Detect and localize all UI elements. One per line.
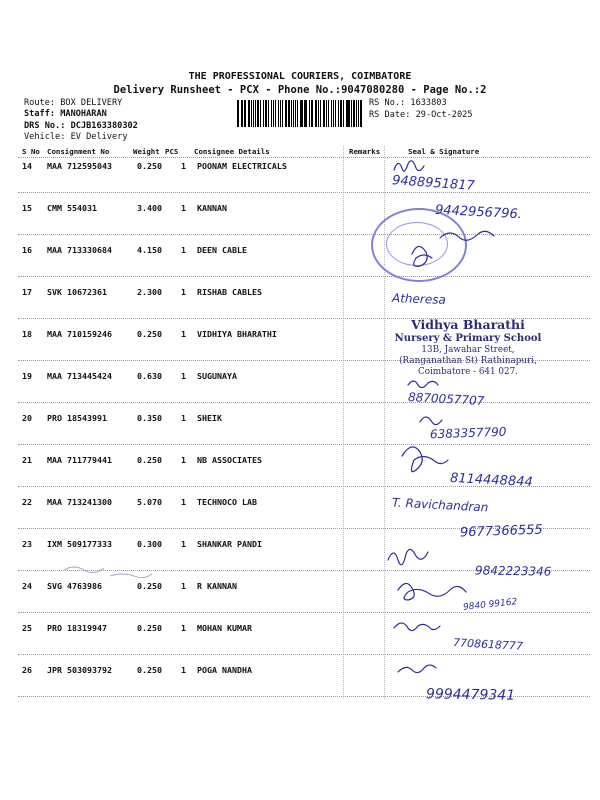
barcode-bar <box>311 100 312 127</box>
signature-row21 <box>402 447 448 472</box>
barcode-bar <box>297 100 299 127</box>
vehicle-line: Vehicle: EV Delivery <box>24 132 128 142</box>
cell-sno: 25 <box>22 623 32 633</box>
cell-consignee: POONAM ELECTRICALS <box>197 161 287 171</box>
handwritten-name-row17: Atheresa <box>391 291 447 307</box>
cell-sno: 17 <box>22 287 32 297</box>
handwritten-phone-row21: 8114448844 <box>449 470 534 491</box>
barcode-bar <box>257 100 259 127</box>
barcode-bar <box>318 100 320 127</box>
barcode-bar <box>353 100 355 127</box>
barcode-bar <box>335 100 336 127</box>
cell-weight: 0.250 <box>137 665 162 675</box>
staff-line: Staff: MANOHARAN <box>24 109 107 119</box>
cell-consignee: SHEIK <box>197 413 222 423</box>
barcode-bar <box>248 100 250 127</box>
barcode-bar <box>340 100 342 127</box>
barcode-bar <box>253 100 254 127</box>
cell-weight: 0.250 <box>137 329 162 339</box>
barcode-bar <box>304 100 305 127</box>
cell-consignment-no: JPR 503093792 <box>47 665 112 675</box>
cell-weight: 0.630 <box>137 371 162 381</box>
rs-date-value: 29-Oct-2025 <box>415 110 473 120</box>
cell-consignment-no: MAA 711779441 <box>47 455 112 465</box>
barcode-bar <box>338 100 340 127</box>
signature-row16-b <box>412 246 432 266</box>
barcode-bar <box>273 100 275 127</box>
cell-sno: 26 <box>22 665 32 675</box>
cell-pcs: 1 <box>181 329 186 339</box>
cell-sno: 20 <box>22 413 32 423</box>
cell-weight: 5.070 <box>137 497 162 507</box>
cell-consignment-no: IXM 509177333 <box>47 539 112 549</box>
handwritten-name-row22: T. Ravichandran <box>391 495 489 515</box>
barcode-bar <box>255 100 256 127</box>
cell-consignee: DEEN CABLE <box>197 245 247 255</box>
barcode-bar <box>346 100 347 127</box>
barcode-bar <box>351 100 352 127</box>
vehicle-value: EV Delivery <box>70 132 128 142</box>
barcode-bar <box>242 100 243 127</box>
signature-row25 <box>394 623 440 631</box>
cell-pcs: 1 <box>181 497 186 507</box>
remarks-column-divider <box>343 146 344 699</box>
cell-consignment-no: PRO 18543991 <box>47 413 107 423</box>
cell-pcs: 1 <box>181 623 186 633</box>
school-address-1: 13B, Jawahar Street, <box>421 345 515 355</box>
col-header-remarks: Remarks <box>349 147 381 156</box>
cell-pcs: 1 <box>181 455 186 465</box>
drs-line: DRS No.: DCJB163380302 <box>24 121 138 131</box>
handwritten-phone-row15: 9442956796. <box>434 202 523 223</box>
barcode-bar <box>288 100 290 127</box>
cell-pcs: 1 <box>181 287 186 297</box>
cell-weight: 0.250 <box>137 455 162 465</box>
school-subtitle: Nursery & Primary School <box>394 333 542 344</box>
cell-consignment-no: MAA 710159246 <box>47 329 112 339</box>
rs-date-line: RS Date: 29-Oct-2025 <box>369 110 473 120</box>
school-name: Vidhya Bharathi <box>411 317 525 332</box>
cell-weight: 0.350 <box>137 413 162 423</box>
handwritten-phone-row22: 9677366555 <box>459 522 543 541</box>
cell-pcs: 1 <box>181 245 186 255</box>
cell-consignee: KANNAN <box>197 203 227 213</box>
school-address-2: (Ranganathan St) Rathinapuri, <box>399 356 537 366</box>
barcode-bar <box>358 100 359 127</box>
cell-sno: 16 <box>22 245 32 255</box>
barcode-bar <box>278 100 279 127</box>
handwritten-phone-row24-alt: 9840 99162 <box>462 597 518 613</box>
cell-pcs: 1 <box>181 539 186 549</box>
cell-sno: 14 <box>22 161 32 171</box>
barcode-bar <box>320 100 321 127</box>
cell-pcs: 1 <box>181 665 186 675</box>
barcode <box>237 100 363 127</box>
barcode-bar <box>241 100 242 127</box>
cell-weight: 0.250 <box>137 161 162 171</box>
barcode-bar <box>282 100 283 127</box>
cell-pcs: 1 <box>181 161 186 171</box>
col-header-consignment: Consignment No <box>47 147 110 156</box>
cell-consignment-no: MAA 712595043 <box>47 161 112 171</box>
cell-consignment-no: PRO 18319947 <box>47 623 107 633</box>
cell-sno: 15 <box>22 203 32 213</box>
cell-consignee: TECHNOCO LAB <box>197 497 257 507</box>
barcode-bar <box>260 100 262 127</box>
cell-sno: 24 <box>22 581 32 591</box>
handwritten-phone-row26: 9994479341 <box>425 686 516 704</box>
cell-consignee: R KANNAN <box>197 581 237 591</box>
col-header-sno: S No <box>22 147 40 156</box>
barcode-bar <box>293 100 294 127</box>
barcode-bar <box>360 100 362 127</box>
school-address-3: Coimbatore - 641 027. <box>417 367 519 377</box>
cell-sno: 21 <box>22 455 32 465</box>
barcode-bar <box>305 100 307 127</box>
handwritten-phone-row25: 7708618777 <box>452 636 524 653</box>
route-line: Route: BOX DELIVERY <box>24 98 123 108</box>
barcode-bar <box>265 100 267 127</box>
staff-value: MANOHARAN <box>60 109 107 119</box>
barcode-bar <box>328 100 329 127</box>
handwritten-phone-row19: 8870057707 <box>407 390 485 408</box>
barcode-bar <box>280 100 282 127</box>
cell-pcs: 1 <box>181 413 186 423</box>
cell-weight: 4.150 <box>137 245 162 255</box>
col-header-consignee: Consignee Details <box>194 147 270 156</box>
runsheet-subtitle: Delivery Runsheet - PCX - Phone No.:9047080280 - Page No.:2 <box>113 84 487 96</box>
cell-weight: 2.300 <box>137 287 162 297</box>
barcode-bar <box>295 100 296 127</box>
barcode-bar <box>275 100 276 127</box>
barcode-bar <box>315 100 317 127</box>
signature-row14 <box>394 161 424 171</box>
handwritten-phone-row14: 9488951817 <box>391 173 476 194</box>
cell-consignment-no: MAA 713445424 <box>47 371 112 381</box>
barcode-bar <box>312 100 313 127</box>
cell-weight: 0.250 <box>137 623 162 633</box>
barcode-bar <box>343 100 344 127</box>
rs-no-line: RS No.: 1633803 <box>369 98 447 108</box>
handwritten-phone-row20: 6383357790 <box>429 424 507 442</box>
barcode-bar <box>300 100 302 127</box>
cell-weight: 0.300 <box>137 539 162 549</box>
signature-row24-b <box>398 583 466 600</box>
barcode-bar <box>347 100 349 127</box>
cell-consignment-no: SVG 4763986 <box>47 581 102 591</box>
cell-weight: 3.400 <box>137 203 162 213</box>
signature-scribbles <box>380 150 600 710</box>
route-value: BOX DELIVERY <box>60 98 123 108</box>
cell-sno: 18 <box>22 329 32 339</box>
cell-consignee: SHANKAR PANDI <box>197 539 262 549</box>
cell-consignee: MOHAN KUMAR <box>197 623 252 633</box>
barcode-bar <box>356 100 357 127</box>
drs-value: DCJB163380302 <box>70 121 138 131</box>
barcode-bar <box>271 100 272 127</box>
col-header-weight: Weight <box>133 147 160 156</box>
barcode-bar <box>323 100 325 127</box>
cell-sno: 23 <box>22 539 32 549</box>
barcode-bar <box>326 100 327 127</box>
signature-row26 <box>398 665 436 673</box>
signature-row24-a <box>388 549 428 564</box>
col-header-signature: Seal & Signature <box>408 147 480 156</box>
rs-no-value: 1633803 <box>410 98 447 108</box>
cell-consignment-no: SVK 10672361 <box>47 287 107 297</box>
row24-smudge <box>60 562 200 592</box>
cell-pcs: 1 <box>181 581 186 591</box>
barcode-bar <box>291 100 292 127</box>
handwritten-phone-row24: 9842223346 <box>474 563 552 579</box>
cell-consignee: NB ASSOCIATES <box>197 455 262 465</box>
cell-sno: 19 <box>22 371 32 381</box>
cell-consignee: VIDHIYA BHARATHI <box>197 329 277 339</box>
cell-pcs: 1 <box>181 371 186 381</box>
barcode-bar <box>309 100 310 127</box>
cell-consignee: RISHAB CABLES <box>197 287 262 297</box>
cell-consignment-no: MAA 713330684 <box>47 245 112 255</box>
cell-weight: 0.250 <box>137 581 162 591</box>
barcode-bar <box>263 100 264 127</box>
company-title: THE PROFESSIONAL COURIERS, COIMBATORE <box>188 71 412 82</box>
cell-consignment-no: CMM 554031 <box>47 203 97 213</box>
col-header-pcs: PCS <box>165 147 179 156</box>
barcode-bar <box>251 100 252 127</box>
signature-row19 <box>408 381 438 388</box>
barcode-bar <box>285 100 287 127</box>
signature-row16-a <box>440 231 494 240</box>
barcode-bar <box>331 100 333 127</box>
barcode-bar <box>333 100 334 127</box>
cell-consignee: SUGUNAYA <box>197 371 237 381</box>
barcode-bar <box>268 100 269 127</box>
barcode-bar <box>244 100 246 127</box>
signature-row20 <box>420 417 442 425</box>
cell-consignment-no: MAA 713241300 <box>47 497 112 507</box>
cell-pcs: 1 <box>181 203 186 213</box>
barcode-bar <box>237 100 239 127</box>
cell-consignee: POGA NANDHA <box>197 665 252 675</box>
cell-sno: 22 <box>22 497 32 507</box>
